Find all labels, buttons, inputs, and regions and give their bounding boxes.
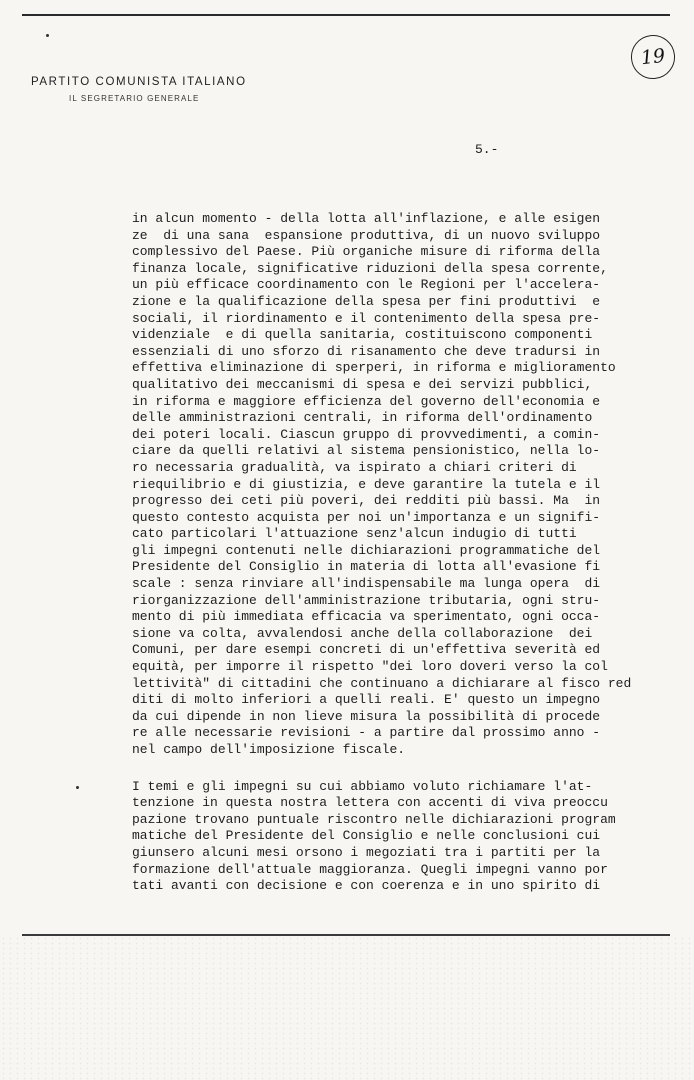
text-line: riorganizzazione dell'amministrazione tributaria, ogni stru- — [132, 592, 601, 608]
text-line: zione e la qualificazione della spesa per fini produttivi e — [132, 293, 601, 309]
stamp-number: 19 — [639, 44, 667, 70]
text-line: matiche del Presidente del Consiglio e nelle conclusioni cui — [132, 828, 601, 844]
letter-body — [132, 211, 672, 895]
text-line: nel campo dell'imposizione fiscale. — [132, 742, 406, 757]
text-line: finanza locale, significative riduzioni della spesa corrente, — [132, 260, 608, 276]
text-line: progresso dei ceti più poveri, dei redditi più bassi. Ma in — [132, 493, 601, 509]
text-line: scale : senza rinviare all'indispensabile ma lunga opera di — [132, 576, 601, 592]
office-title: IL SEGRETARIO GENERALE — [69, 94, 200, 103]
text-line: riequilibrio e di giustizia, e deve garantire la tutela e il — [132, 476, 601, 492]
text-line: videnziale e di quella sanitaria, costituiscono componenti — [132, 327, 593, 343]
text-line: giunsero alcuni mesi orsono i megoziati tra i partiti per la — [132, 844, 601, 860]
text-line: lettività" di cittadini che continuano a dichiarare al fisco red — [132, 675, 632, 691]
text-line: I temi e gli impegni su cui abbiamo voluto richiamare l'at- — [132, 778, 593, 794]
top-rule — [22, 14, 670, 16]
text-line: complessivo del Paese. Più organiche misure di riforma della — [132, 244, 601, 260]
text-line: cato particolari l'attuazione senz'alcun indugio di tutti — [132, 526, 577, 542]
text-line: delle amministrazioni centrali, in riforma dell'ordinamento — [132, 410, 593, 426]
text-line: tenzione in questa nostra lettera con accenti di viva preoccu — [132, 795, 608, 811]
text-line: in alcun momento - della lotta all'inflazione, e alle esigen — [132, 211, 601, 226]
speck-mark — [46, 34, 49, 37]
text-line: effettiva eliminazione di sperperi, in riforma e miglioramento — [132, 360, 616, 376]
text-line: Presidente del Consiglio in materia di lotta all'evasione fi — [132, 559, 601, 575]
paragraph-1 — [132, 211, 672, 759]
text-line: mento di più immediata efficacia va sperimentato, ogni occa- — [132, 609, 601, 625]
text-line: in riforma e maggiore efficienza del governo dell'economia e — [132, 393, 601, 409]
text-line: tati avanti con decisione e con coerenza e in uno spirito di — [132, 878, 601, 894]
text-line: essenziali di uno sforzo di risanamento che deve tradursi in — [132, 343, 601, 359]
text-line: da cui dipende in non lieve misura la possibilità di procede — [132, 708, 601, 724]
party-name: PARTITO COMUNISTA ITALIANO — [31, 76, 247, 88]
text-line: dei poteri locali. Ciascun gruppo di provvedimenti, a comin- — [132, 426, 601, 442]
text-line: equità, per imporre il rispetto "dei loro doveri verso la col — [132, 659, 608, 675]
speck-mark — [76, 786, 79, 789]
page-stamp — [629, 33, 677, 81]
page-number: 5.- — [475, 142, 499, 157]
text-line: diti di molto inferiori a quelli reali. E' questo un impegno — [132, 692, 601, 708]
text-line: questo contesto acquista per noi un'importanza e un signifi- — [132, 509, 601, 525]
text-line: qualitativo dei meccanismi di spesa e dei servizi pubblici, — [132, 376, 593, 392]
text-line: sione va colta, avvalendosi anche della collaborazione dei — [132, 625, 593, 641]
text-line: un più efficace coordinamento con le Regioni per l'accelera- — [132, 277, 601, 293]
text-line: re alle necessarie revisioni - a partire dal prossimo anno - — [132, 725, 601, 741]
text-line: ro necessaria gradualità, va ispirato a chiari criteri di — [132, 459, 577, 475]
text-line: sociali, il riordinamento e il contenimento della spesa pre- — [132, 310, 601, 326]
text-line: pazione trovano puntuale riscontro nelle dichiarazioni program — [132, 811, 616, 827]
text-line: gli impegni contenuti nelle dichiarazioni programmatiche del — [132, 542, 601, 558]
text-line: ciare da quelli relativi al sistema pensionistico, nella lo- — [132, 443, 601, 459]
text-line: Comuni, per dare esempi concreti di un'effettiva severità ed — [132, 642, 601, 658]
letterhead — [31, 76, 247, 103]
paragraph-2 — [132, 779, 672, 895]
text-line: ze di una sana espansione produttiva, di un nuovo sviluppo — [132, 227, 601, 243]
text-line: formazione dell'attuale maggioranza. Quegli impegni vanno por — [132, 861, 608, 877]
scan-noise-band — [0, 936, 694, 1080]
